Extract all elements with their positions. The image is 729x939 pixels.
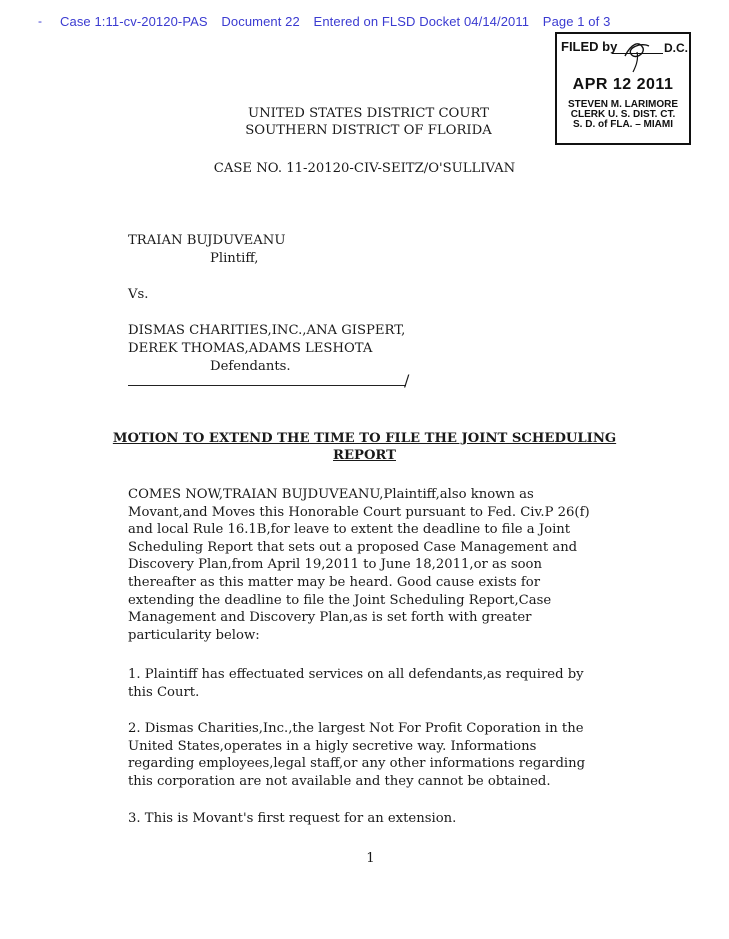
item-3 (128, 810, 456, 828)
item-2 (128, 720, 585, 790)
stamp-dc: D.C. (664, 41, 688, 55)
page-number: 1 (366, 851, 375, 866)
body-line: Discovery Plan,from April 19,2011 to June 18,2011,or as soon (128, 557, 542, 573)
header-entered: Entered on FLSD Docket 04/14/2011 (313, 14, 530, 29)
header-case: Case 1:11-cv-20120-PAS (60, 14, 208, 29)
body-line: extending the deadline to file the Joint Scheduling Report,Case (128, 592, 552, 608)
stamp-filed-by: FILED by (561, 39, 618, 54)
clerk-initials-signature (617, 34, 657, 74)
body-line: 3. This is Movant's first request for an extension. (128, 811, 457, 826)
motion-title-line: REPORT (333, 448, 396, 463)
body-line: thereafter as this matter may be heard. Good cause exists for (128, 574, 541, 590)
body-line: COMES NOW,TRAIAN BUJDUVEANU,Plaintiff,also known as (128, 487, 534, 502)
motion-title (0, 430, 729, 464)
body-line: Movant,and Moves this Honorable Court pursuant to Fed. Civ.P 26(f) (128, 504, 590, 520)
plaintiff-name: TRAIAN BUJDUVEANU (128, 233, 286, 248)
clerk-line: CLERK U. S. DIST. CT. (570, 109, 676, 120)
motion-title-line: MOTION TO EXTEND THE TIME TO FILE THE JOINT SCHEDULING (112, 431, 617, 446)
body-line: this Court. (128, 684, 200, 700)
clerk-line: STEVEN M. LARIMORE (567, 99, 678, 110)
margin-mark: - (38, 14, 42, 28)
versus: Vs. (128, 287, 149, 302)
body-line: this corporation are not available and they cannot be obtained. (128, 773, 551, 789)
caption-rule (128, 385, 406, 386)
defendants-role: Defendants. (210, 359, 291, 374)
stamp-date: APR 12 2011 (572, 76, 674, 93)
body-line: United States,operates in a higly secretive way. Informations (128, 738, 537, 754)
body-line: 1. Plaintiff has effectuated services on all defendants,as required by (128, 667, 584, 682)
body-line: and local Rule 16.1B,for leave to extent the deadline to file a Joint (128, 522, 571, 538)
body-line: regarding employees,legal staff,or any other informations regarding (128, 756, 586, 772)
court-district: SOUTHERN DISTRICT OF FLORIDA (245, 123, 492, 138)
clerk-line: S. D. of FLA. – MIAMI (573, 119, 673, 130)
court-name: UNITED STATES DISTRICT COURT (248, 106, 489, 121)
docket-header (60, 14, 620, 29)
case-number: CASE NO. 11-20120-CIV-SEITZ/O'SULLIVAN (213, 161, 516, 176)
body-line: Management and Discovery Plan,as is set forth with greater (128, 610, 532, 626)
defendants-line: DEREK THOMAS,ADAMS LESHOTA (128, 341, 373, 356)
plaintiff-role: Plintiff, (210, 251, 259, 266)
body-line: 2. Dismas Charities,Inc.,the largest Not For Profit Coporation in the (128, 721, 584, 736)
intro-paragraph (128, 486, 590, 644)
defendants-line: DISMAS CHARITIES,INC.,ANA GISPERT, (128, 323, 406, 338)
caption-slash: / (404, 371, 410, 390)
item-1 (128, 666, 584, 701)
body-line: Scheduling Report that sets out a proposed Case Management and (128, 539, 578, 555)
court-caption (0, 105, 729, 139)
body-line: particularity below: (128, 627, 260, 643)
header-document: Document 22 (221, 14, 300, 29)
header-page: Page 1 of 3 (542, 14, 611, 29)
